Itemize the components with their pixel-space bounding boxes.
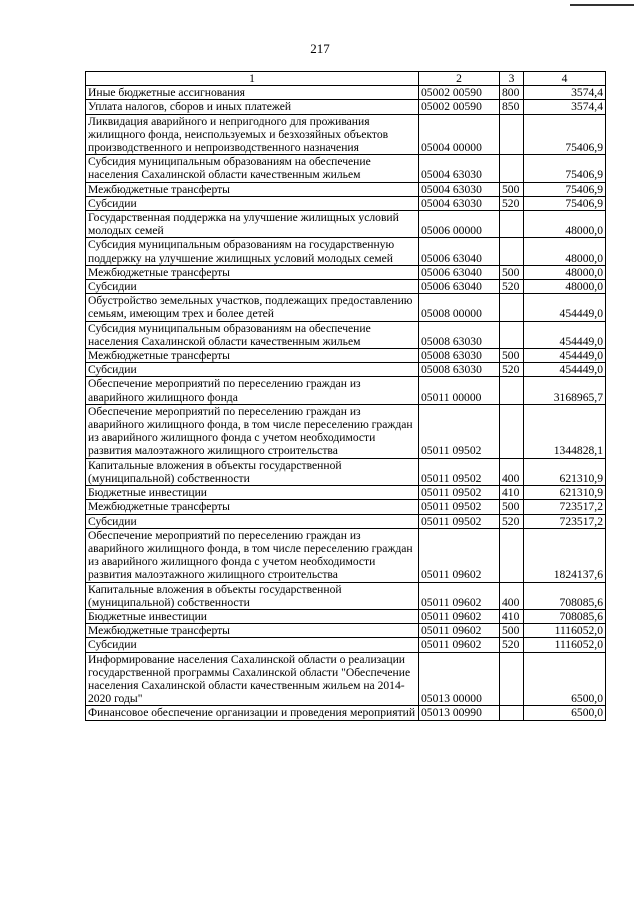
row-amount: 48000,0 — [524, 265, 606, 279]
row-name: Финансовое обеспечение организации и проведения мероприятий — [86, 706, 419, 720]
header-col-4: 4 — [524, 72, 606, 86]
table-row — [86, 377, 606, 404]
row-type — [500, 528, 524, 582]
row-name: Бюджетные инвестиции — [86, 609, 419, 623]
table-row — [86, 404, 606, 458]
row-type — [500, 238, 524, 265]
row-code: 05002 00590 — [419, 86, 500, 100]
row-type: 520 — [500, 514, 524, 528]
table-row — [86, 114, 606, 155]
table-row — [86, 349, 606, 363]
row-name: Субсидии — [86, 196, 419, 210]
row-code: 05011 09602 — [419, 624, 500, 638]
row-code: 05011 09602 — [419, 528, 500, 582]
row-amount: 1344828,1 — [524, 404, 606, 458]
row-name: Государственная поддержка на улучшение жилищных условий молодых семей — [86, 211, 419, 238]
row-name: Субсидия муниципальным образованиям на обеспечение населения Сахалинской области качественным жильем — [86, 155, 419, 182]
row-code: 05011 09502 — [419, 486, 500, 500]
header-col-2: 2 — [419, 72, 500, 86]
row-name: Субсидии — [86, 638, 419, 652]
row-name: Межбюджетные трансферты — [86, 500, 419, 514]
row-name: Обеспечение мероприятий по переселению граждан из аварийного жилищного фонда, в том числе переселению граждан из аварийного жилищного фонда с учетом необходимости развития малоэтажного жилищного строительства — [86, 528, 419, 582]
row-type: 410 — [500, 609, 524, 623]
row-name: Иные бюджетные ассигнования — [86, 86, 419, 100]
row-amount: 75406,9 — [524, 182, 606, 196]
row-amount: 723517,2 — [524, 500, 606, 514]
row-code: 05004 00000 — [419, 114, 500, 155]
row-amount: 3168965,7 — [524, 377, 606, 404]
row-type: 500 — [500, 182, 524, 196]
table-row — [86, 294, 606, 321]
row-name: Обеспечение мероприятий по переселению граждан из аварийного жилищного фонда — [86, 377, 419, 404]
row-type — [500, 211, 524, 238]
table-row — [86, 582, 606, 609]
row-name: Субсидии — [86, 514, 419, 528]
row-type: 500 — [500, 624, 524, 638]
row-code: 05011 00000 — [419, 377, 500, 404]
table-row — [86, 321, 606, 348]
row-code: 05008 63030 — [419, 349, 500, 363]
row-name: Субсидии — [86, 363, 419, 377]
row-amount: 48000,0 — [524, 211, 606, 238]
row-amount: 621310,9 — [524, 458, 606, 485]
row-name: Субсидия муниципальным образованиям на государственную поддержку на улучшение жилищных условий молодых семей — [86, 238, 419, 265]
row-amount: 454449,0 — [524, 321, 606, 348]
table-row — [86, 624, 606, 638]
table-row — [86, 486, 606, 500]
row-name: Капитальные вложения в объекты государственной (муниципальной) собственности — [86, 582, 419, 609]
table-row — [86, 211, 606, 238]
table-row — [86, 514, 606, 528]
table-row — [86, 652, 606, 706]
row-type: 520 — [500, 638, 524, 652]
row-name: Межбюджетные трансферты — [86, 182, 419, 196]
row-type: 400 — [500, 582, 524, 609]
table-row — [86, 86, 606, 100]
row-name: Капитальные вложения в объекты государственной (муниципальной) собственности — [86, 458, 419, 485]
table-row — [86, 609, 606, 623]
row-type: 800 — [500, 86, 524, 100]
row-name: Субсидии — [86, 280, 419, 294]
row-code: 05011 09502 — [419, 458, 500, 485]
row-type — [500, 377, 524, 404]
row-code: 05013 00000 — [419, 652, 500, 706]
table-row — [86, 363, 606, 377]
row-name: Обустройство земельных участков, подлежащих предоставлению семьям, имеющим трех и более детей — [86, 294, 419, 321]
row-type: 400 — [500, 458, 524, 485]
row-type — [500, 155, 524, 182]
row-amount: 1116052,0 — [524, 638, 606, 652]
row-code: 05006 63040 — [419, 280, 500, 294]
row-code: 05008 63030 — [419, 363, 500, 377]
row-type: 520 — [500, 280, 524, 294]
row-type: 520 — [500, 196, 524, 210]
row-amount: 454449,0 — [524, 294, 606, 321]
row-code: 05011 09502 — [419, 514, 500, 528]
table-row — [86, 100, 606, 114]
row-code: 05006 00000 — [419, 211, 500, 238]
row-amount: 3574,4 — [524, 100, 606, 114]
row-code: 05011 09502 — [419, 404, 500, 458]
row-code: 05013 00990 — [419, 706, 500, 720]
row-amount: 75406,9 — [524, 155, 606, 182]
table-row — [86, 155, 606, 182]
row-amount: 708085,6 — [524, 609, 606, 623]
row-name: Межбюджетные трансферты — [86, 349, 419, 363]
row-type — [500, 404, 524, 458]
row-amount: 708085,6 — [524, 582, 606, 609]
row-name: Бюджетные инвестиции — [86, 486, 419, 500]
row-code: 05011 09502 — [419, 500, 500, 514]
table-row — [86, 182, 606, 196]
row-name: Ликвидация аварийного и непригодного для проживания жилищного фонда, неиспользуемых и безхозяйных объектов производственного и непроизводственного назначения — [86, 114, 419, 155]
top-edge-mark — [570, 0, 634, 6]
row-amount: 75406,9 — [524, 196, 606, 210]
row-type — [500, 652, 524, 706]
table-row — [86, 265, 606, 279]
row-code: 05008 00000 — [419, 294, 500, 321]
row-code: 05006 63040 — [419, 238, 500, 265]
row-name: Субсидия муниципальным образованиям на обеспечение населения Сахалинской области качественным жильем — [86, 321, 419, 348]
row-amount: 454449,0 — [524, 349, 606, 363]
table-row — [86, 238, 606, 265]
row-type: 500 — [500, 500, 524, 514]
row-code: 05004 63030 — [419, 182, 500, 196]
header-col-3: 3 — [500, 72, 524, 86]
row-amount: 3574,4 — [524, 86, 606, 100]
row-name: Обеспечение мероприятий по переселению граждан из аварийного жилищного фонда, в том числе переселению граждан из аварийного жилищного фонда с учетом необходимости развития малоэтажного жилищного строительства — [86, 404, 419, 458]
row-amount: 48000,0 — [524, 238, 606, 265]
header-col-1: 1 — [86, 72, 419, 86]
table-row — [86, 196, 606, 210]
row-code: 05011 09602 — [419, 582, 500, 609]
table-row — [86, 458, 606, 485]
row-type: 850 — [500, 100, 524, 114]
row-amount: 6500,0 — [524, 652, 606, 706]
table-row — [86, 638, 606, 652]
row-code: 05002 00590 — [419, 100, 500, 114]
row-type — [500, 321, 524, 348]
table-header-row — [86, 72, 606, 86]
row-type — [500, 114, 524, 155]
table-row — [86, 500, 606, 514]
table-row — [86, 706, 606, 720]
row-type: 520 — [500, 363, 524, 377]
row-type: 500 — [500, 349, 524, 363]
table-row — [86, 280, 606, 294]
table-row — [86, 528, 606, 582]
row-amount: 6500,0 — [524, 706, 606, 720]
row-amount: 75406,9 — [524, 114, 606, 155]
row-code: 05004 63030 — [419, 196, 500, 210]
row-amount: 1116052,0 — [524, 624, 606, 638]
row-type: 410 — [500, 486, 524, 500]
row-name: Межбюджетные трансферты — [86, 265, 419, 279]
row-code: 05006 63040 — [419, 265, 500, 279]
row-code: 05011 09602 — [419, 638, 500, 652]
row-code: 05008 63030 — [419, 321, 500, 348]
page-number: 217 — [310, 41, 330, 56]
row-name: Уплата налогов, сборов и иных платежей — [86, 100, 419, 114]
row-amount: 48000,0 — [524, 280, 606, 294]
row-amount: 1824137,6 — [524, 528, 606, 582]
budget-table — [85, 71, 606, 721]
row-amount: 454449,0 — [524, 363, 606, 377]
row-name: Информирование населения Сахалинской области о реализации государственной программы Сахалинской области "Обеспечение населения Сахалинской области качественным жильем на 2014-2020 годы" — [86, 652, 419, 706]
row-code: 05004 63030 — [419, 155, 500, 182]
row-amount: 621310,9 — [524, 486, 606, 500]
row-code: 05011 09602 — [419, 609, 500, 623]
row-name: Межбюджетные трансферты — [86, 624, 419, 638]
row-type: 500 — [500, 265, 524, 279]
row-type — [500, 294, 524, 321]
row-amount: 723517,2 — [524, 514, 606, 528]
row-type — [500, 706, 524, 720]
